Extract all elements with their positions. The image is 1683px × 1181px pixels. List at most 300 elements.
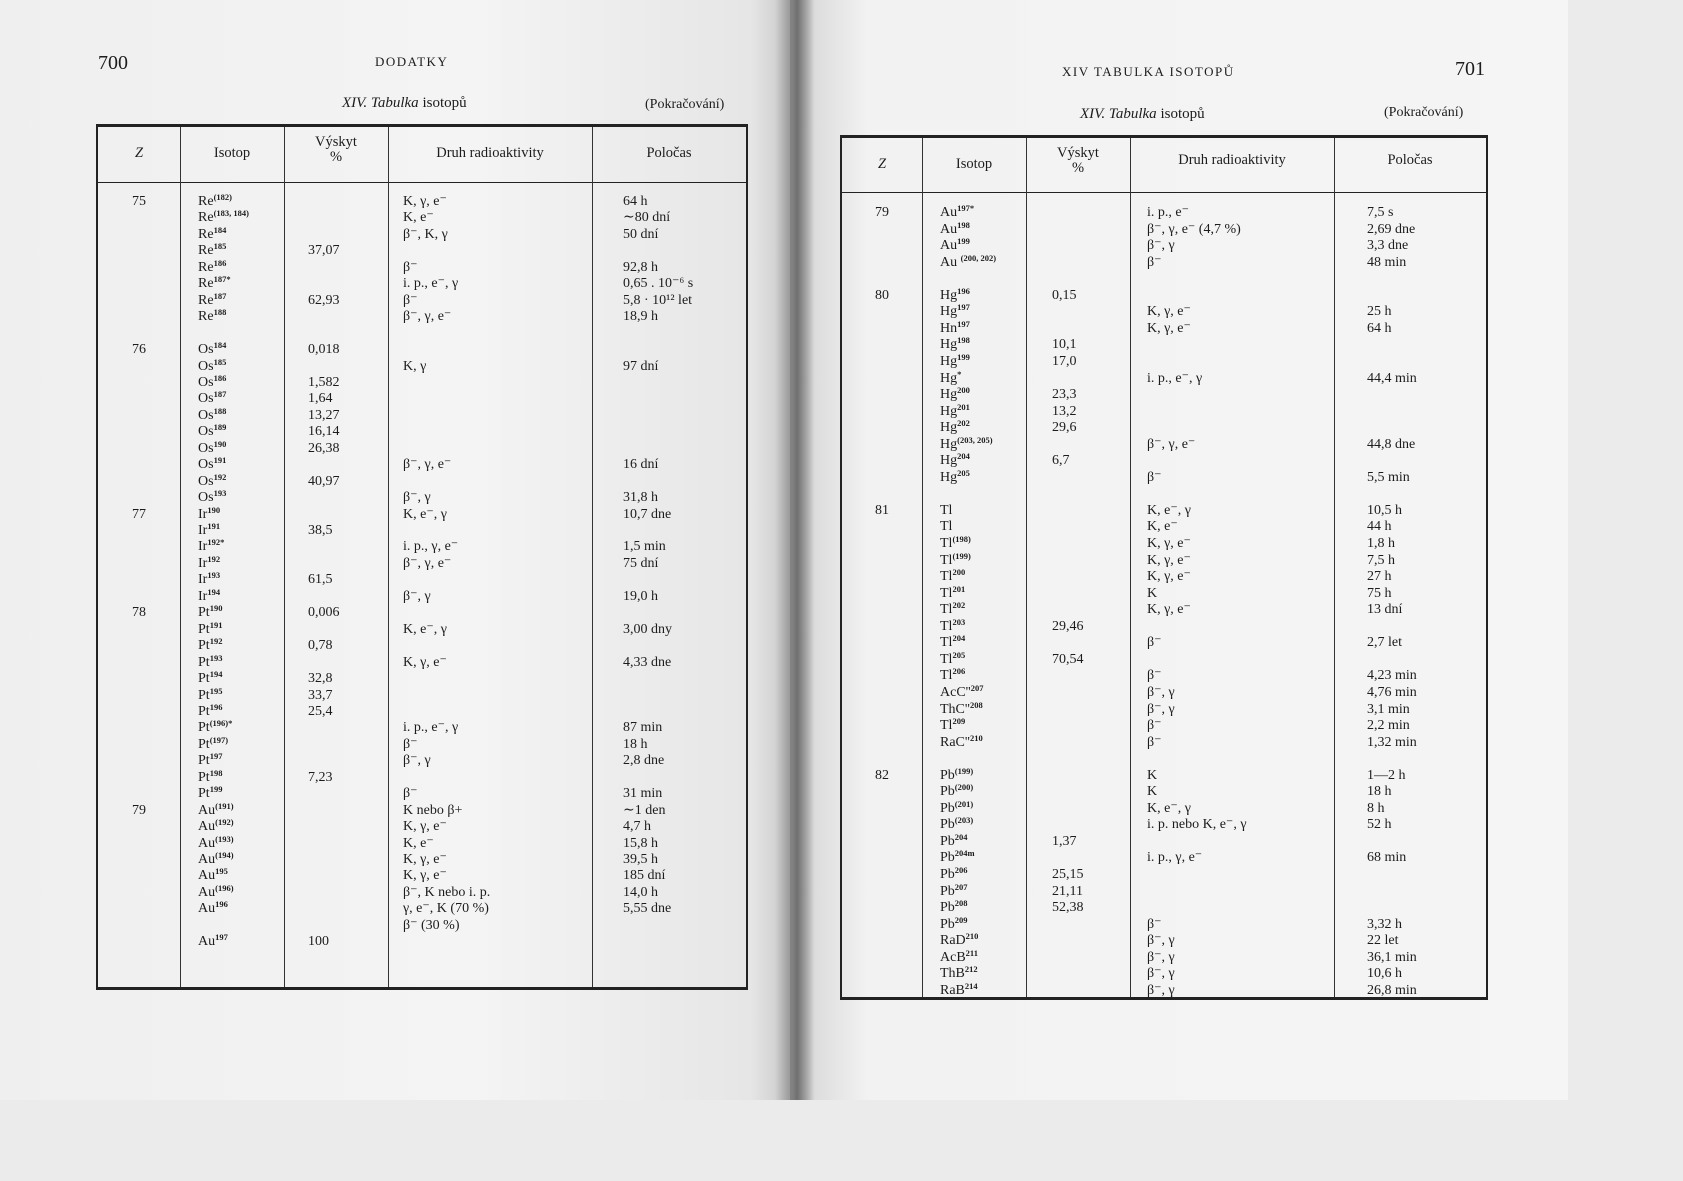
isotope-symbol: Tl xyxy=(940,585,953,601)
isotope-symbol: Pt xyxy=(198,720,210,736)
cell-polocas: 0,65 . 10⁻⁶ s xyxy=(623,276,694,292)
table-row xyxy=(842,932,1486,949)
isotope-symbol: Pb xyxy=(940,883,955,899)
page-number: 701 xyxy=(1455,58,1485,80)
table-row xyxy=(98,933,746,950)
mass-number: 197 xyxy=(215,932,228,943)
cell-isotop xyxy=(198,390,226,407)
mass-number: 199 xyxy=(209,784,223,795)
mass-number: 189 xyxy=(213,422,227,433)
cell-druh: β⁻ (30 %) xyxy=(403,917,460,933)
header-vyskyt-label: Výskyt xyxy=(1057,145,1099,161)
table-row xyxy=(842,750,1486,767)
mass-number: 200 xyxy=(952,567,966,578)
isotope-symbol: Hg xyxy=(940,420,958,436)
cell-vyskyt: 17,0 xyxy=(1052,353,1077,369)
cell-druh: K xyxy=(1147,784,1158,800)
cell-vyskyt: 61,5 xyxy=(308,572,333,588)
table-row xyxy=(98,555,746,572)
isotope-table xyxy=(840,135,1488,1000)
isotope-symbol: Au xyxy=(198,884,216,900)
cell-vyskyt: 26,38 xyxy=(308,440,340,456)
cell-polocas: 2,2 min xyxy=(1367,718,1410,734)
mass-number: 197 xyxy=(209,751,223,762)
cell-isotop xyxy=(198,835,234,852)
mass-number: (203, 205) xyxy=(957,434,993,445)
isotope-symbol: ThB xyxy=(940,966,965,982)
cell-druh: i. p., e⁻ xyxy=(1147,205,1189,220)
cell-polocas: 52 h xyxy=(1367,817,1392,833)
mass-number: (197) xyxy=(209,734,229,745)
isotope-symbol: Au xyxy=(940,205,958,220)
isotope-symbol: Os xyxy=(198,391,214,407)
mass-number: (191) xyxy=(215,800,234,811)
cell-isotop xyxy=(198,588,220,605)
mass-number: (193) xyxy=(215,833,234,844)
cell-polocas: 44,4 min xyxy=(1367,370,1417,386)
mass-number: (199) xyxy=(954,765,974,776)
mass-number: (203) xyxy=(954,815,974,826)
cell-vyskyt: 7,23 xyxy=(308,769,333,785)
cell-vyskyt: 40,97 xyxy=(308,473,340,489)
isotope-symbol: Ir xyxy=(198,523,208,538)
cell-isotop xyxy=(198,308,226,325)
cell-polocas: 2,8 dne xyxy=(623,753,665,769)
cell-polocas: 4,7 h xyxy=(623,819,651,835)
mass-number: 191 xyxy=(207,521,221,531)
mass-number: 192 xyxy=(213,471,227,482)
cell-vyskyt: 1,64 xyxy=(308,391,333,407)
table-row xyxy=(842,800,1486,817)
cell-druh: β⁻ xyxy=(1147,254,1162,270)
mass-number: 191 xyxy=(213,455,227,466)
cell-druh: K, e⁻ xyxy=(1147,519,1178,535)
cell-isotop xyxy=(940,734,983,751)
cell-isotop xyxy=(198,571,220,588)
cell-isotop xyxy=(940,502,952,519)
cell-druh: β⁻, γ, e⁻ xyxy=(403,309,452,325)
table-row xyxy=(842,518,1486,535)
mass-number: 206 xyxy=(952,666,966,677)
isotope-symbol: Tl xyxy=(940,502,953,518)
cell-isotop xyxy=(198,670,222,687)
cell-polocas: 75 dní xyxy=(623,555,659,571)
table-row xyxy=(98,637,746,654)
right-page xyxy=(790,0,1568,1100)
cell-polocas: 27 h xyxy=(1367,569,1392,585)
isotope-symbol: Au xyxy=(198,901,216,917)
table-row xyxy=(98,769,746,786)
cell-druh: β⁻, γ xyxy=(1147,949,1175,965)
cell-polocas: 185 dní xyxy=(623,868,666,884)
cell-vyskyt: 29,46 xyxy=(1052,618,1084,634)
table-row xyxy=(98,242,746,259)
cell-z: 76 xyxy=(132,342,146,358)
isotope-symbol: Pt xyxy=(198,736,210,752)
cell-isotop xyxy=(940,916,968,933)
table-row xyxy=(842,883,1486,900)
cell-isotop xyxy=(940,965,978,982)
table-row xyxy=(842,336,1486,353)
cell-druh: K, γ, e⁻ xyxy=(403,868,447,884)
cell-druh: β⁻, γ, e⁻ (4,7 %) xyxy=(1147,221,1241,237)
cell-druh: β⁻, γ xyxy=(1147,982,1175,998)
cell-isotop xyxy=(198,440,226,457)
cell-isotop xyxy=(198,209,249,226)
table-row xyxy=(842,386,1486,403)
cell-druh: K nebo β+ xyxy=(403,802,463,818)
cell-isotop xyxy=(940,518,952,535)
table-row xyxy=(98,654,746,671)
table-row xyxy=(98,900,746,917)
header-z: Z xyxy=(134,145,144,161)
cell-druh: K, e⁻, γ xyxy=(1147,502,1191,518)
isotope-symbol: Os xyxy=(198,473,214,489)
mass-number: 194 xyxy=(207,586,221,597)
cell-vyskyt: 21,11 xyxy=(1052,883,1083,899)
mass-number: (183, 184) xyxy=(213,208,249,219)
cell-isotop xyxy=(940,568,965,585)
mass-number: 206 xyxy=(954,865,968,875)
isotope-symbol: Tl xyxy=(940,569,953,585)
mass-number: (200, 202) xyxy=(960,252,997,263)
cell-z: 77 xyxy=(132,506,146,522)
mass-number: (192) xyxy=(215,817,234,828)
cell-isotop xyxy=(940,667,965,684)
running-head: XIV TABULKA ISOTOPŮ xyxy=(1062,64,1235,79)
cell-isotop xyxy=(940,386,970,403)
table-row xyxy=(842,303,1486,320)
cell-isotop xyxy=(198,818,234,835)
mass-number: (200) xyxy=(954,782,974,793)
table-row xyxy=(842,965,1486,982)
isotope-symbol: Hg xyxy=(940,469,958,485)
isotope-symbol: ThC'' xyxy=(940,701,970,717)
mass-number: 198 xyxy=(209,767,223,778)
cell-z: 82 xyxy=(875,767,889,783)
cell-isotop xyxy=(940,899,968,916)
cell-polocas: 25 h xyxy=(1367,304,1392,320)
cell-druh: β⁻ xyxy=(403,786,418,802)
table-row xyxy=(98,275,746,292)
cell-polocas: 31,8 h xyxy=(623,490,658,506)
cell-vyskyt: 0,15 xyxy=(1052,287,1077,303)
cell-polocas: 14,0 h xyxy=(623,884,658,900)
isotope-symbol: AcC'' xyxy=(940,684,971,700)
table-row xyxy=(98,473,746,490)
mass-number: 204 xyxy=(952,633,966,644)
cell-polocas: 1—2 h xyxy=(1367,767,1406,783)
cell-isotop xyxy=(940,237,970,254)
table-row xyxy=(842,734,1486,751)
table-row xyxy=(842,585,1486,602)
table-row xyxy=(98,407,746,424)
cell-vyskyt: 23,3 xyxy=(1052,387,1077,403)
table-row xyxy=(842,899,1486,916)
isotope-symbol: Pb xyxy=(940,916,955,932)
cell-druh: i. p., e⁻, γ xyxy=(1147,370,1203,386)
mass-number: 201 xyxy=(952,583,966,594)
cell-druh: i. p., γ, e⁻ xyxy=(1147,850,1203,866)
table-row xyxy=(98,867,746,884)
cell-isotop xyxy=(198,900,228,917)
table-row xyxy=(842,237,1486,254)
mass-number: 193 xyxy=(213,488,227,499)
mass-number: 200 xyxy=(957,385,970,396)
table-row xyxy=(842,485,1486,502)
mass-number: 210 xyxy=(965,931,979,942)
isotope-symbol: Os xyxy=(198,407,214,423)
cell-druh: i. p., e⁻, γ xyxy=(403,720,459,736)
cell-z: 79 xyxy=(132,802,146,818)
isotope-symbol: Ir xyxy=(198,588,208,604)
isotope-symbol: Au xyxy=(940,221,958,237)
table-row xyxy=(98,818,746,835)
isotope-symbol: Au xyxy=(198,868,216,884)
isotope-symbol: Au xyxy=(940,254,961,270)
table-row xyxy=(842,849,1486,866)
cell-druh: β⁻ xyxy=(403,736,418,752)
isotope-table xyxy=(96,124,748,990)
table-row xyxy=(842,254,1486,271)
cell-vyskyt: 13,2 xyxy=(1052,403,1077,419)
table-row xyxy=(842,767,1486,784)
cell-polocas: 15,8 h xyxy=(623,835,658,851)
mass-number: 184 xyxy=(213,224,227,235)
mass-number: 185 xyxy=(213,241,227,252)
cell-isotop xyxy=(198,719,232,736)
table-row xyxy=(98,489,746,506)
table-row xyxy=(98,522,746,539)
cell-druh: K, γ, e⁻ xyxy=(403,819,447,835)
table-row xyxy=(98,621,746,638)
table-row xyxy=(98,193,746,210)
isotope-symbol: Pt xyxy=(198,605,210,621)
cell-polocas: 5,55 dne xyxy=(623,901,672,917)
cell-druh: β⁻, γ xyxy=(403,753,431,769)
isotope-symbol: Re xyxy=(198,309,214,325)
mass-number: 210 xyxy=(969,732,983,743)
cell-druh: K, γ, e⁻ xyxy=(403,852,447,867)
isotope-symbol: Pb xyxy=(940,867,955,882)
header-polocas: Poločas xyxy=(646,145,692,161)
table-row xyxy=(98,588,746,605)
caption-italic: Tabulka xyxy=(370,95,419,111)
mass-number: 214 xyxy=(964,980,978,991)
isotope-symbol: Hg xyxy=(940,304,958,320)
table-row xyxy=(842,982,1486,999)
table-row xyxy=(842,601,1486,618)
cell-druh: K xyxy=(1147,767,1158,783)
cell-polocas: 18 h xyxy=(1367,784,1392,800)
isotope-symbol: Tl xyxy=(940,635,953,651)
isotope-symbol: Os xyxy=(198,342,214,358)
mass-number: 195 xyxy=(209,685,223,696)
cell-isotop xyxy=(940,452,970,469)
table-row xyxy=(98,703,746,720)
cell-vyskyt: 70,54 xyxy=(1052,651,1084,667)
header-druh: Druh radioaktivity xyxy=(1178,152,1286,168)
cell-isotop xyxy=(940,767,973,784)
cell-vyskyt: 6,7 xyxy=(1052,453,1070,469)
cell-druh: β⁻, γ xyxy=(1147,701,1175,717)
cell-polocas: ∼80 dní xyxy=(623,210,671,226)
caption-label: XIV. xyxy=(342,95,368,111)
table-row xyxy=(98,687,746,704)
cell-isotop xyxy=(940,816,973,833)
cell-druh: β⁻, γ xyxy=(1147,933,1175,949)
cell-isotop xyxy=(198,522,220,539)
mass-number: * xyxy=(957,368,962,379)
isotope-symbol: Tl xyxy=(940,536,953,551)
cell-isotop xyxy=(198,473,226,490)
isotope-symbol: Tl xyxy=(940,552,953,568)
cell-z: 81 xyxy=(875,502,889,518)
cell-polocas: 75 h xyxy=(1367,585,1392,601)
table-row xyxy=(842,221,1486,238)
cell-druh: K, γ, e⁻ xyxy=(1147,552,1191,568)
cell-isotop xyxy=(198,687,222,704)
table-row xyxy=(98,358,746,375)
mass-number: 198 xyxy=(957,219,970,230)
header-vyskyt xyxy=(1026,146,1130,176)
cell-polocas: 31 min xyxy=(623,786,663,802)
isotope-symbol: Pt xyxy=(198,786,210,802)
cell-polocas: 39,5 h xyxy=(623,852,658,867)
continued-label: (Pokračování) xyxy=(645,97,725,112)
mass-number: 207 xyxy=(954,881,968,892)
mass-number: (196)* xyxy=(209,718,233,729)
cell-polocas: 3,3 dne xyxy=(1367,238,1409,254)
cell-druh: K, e⁻, γ xyxy=(1147,800,1191,816)
table-row xyxy=(98,670,746,687)
table-row xyxy=(98,851,746,868)
isotope-symbol: Pt xyxy=(198,654,210,670)
cell-isotop xyxy=(940,204,974,221)
cell-isotop xyxy=(940,221,970,238)
cell-polocas: 3,1 min xyxy=(1367,701,1410,717)
cell-isotop xyxy=(198,555,220,572)
caption-italic: Tabulka xyxy=(1108,106,1157,122)
isotope-symbol: Pb xyxy=(940,850,955,866)
cell-polocas: 2,69 dne xyxy=(1367,221,1416,237)
mass-number: 212 xyxy=(964,964,978,975)
cell-isotop xyxy=(198,341,226,358)
table-row xyxy=(842,949,1486,966)
cell-vyskyt: 62,93 xyxy=(308,292,340,308)
mass-number: 190 xyxy=(213,438,227,449)
cell-isotop xyxy=(198,193,232,210)
table-caption xyxy=(342,95,467,112)
cell-isotop xyxy=(940,618,965,635)
mass-number: 188 xyxy=(213,405,227,416)
cell-isotop xyxy=(940,585,965,602)
cell-isotop xyxy=(940,370,961,387)
isotope-symbol: Hg xyxy=(940,436,958,452)
cell-druh: K xyxy=(1147,585,1158,601)
cell-polocas: 4,23 min xyxy=(1367,668,1417,684)
table-row xyxy=(842,502,1486,519)
cell-vyskyt: 1,582 xyxy=(308,374,340,390)
cell-vyskyt: 32,8 xyxy=(308,671,333,687)
cell-isotop xyxy=(198,884,234,901)
cell-polocas: 18 h xyxy=(623,736,648,752)
table-row xyxy=(98,506,746,523)
isotope-symbol: Re xyxy=(198,210,214,226)
cell-polocas: 26,8 min xyxy=(1367,982,1417,998)
cell-isotop xyxy=(198,867,228,884)
mass-number: 194 xyxy=(209,669,223,680)
table-row xyxy=(98,604,746,621)
table-row xyxy=(98,308,746,325)
cell-druh: K, γ xyxy=(403,358,427,374)
cell-polocas: 10,6 h xyxy=(1367,966,1402,982)
isotope-symbol: Hg xyxy=(940,387,958,403)
cell-isotop xyxy=(198,851,234,868)
isotope-symbol: Au xyxy=(198,835,216,851)
cell-isotop xyxy=(940,419,970,436)
header-isotop: Isotop xyxy=(955,156,993,172)
isotope-symbol: Pt xyxy=(198,638,210,654)
cell-isotop xyxy=(940,353,970,370)
cell-isotop xyxy=(198,933,228,950)
table-row xyxy=(842,287,1486,304)
cell-isotop xyxy=(198,604,222,621)
cell-isotop xyxy=(198,736,228,753)
mass-number: 204m xyxy=(954,848,975,859)
cell-isotop xyxy=(940,701,983,718)
mass-number: 187 xyxy=(213,389,227,400)
cell-druh: β⁻ xyxy=(1147,718,1162,734)
cell-isotop xyxy=(198,621,222,638)
cell-isotop xyxy=(940,949,978,966)
cell-isotop xyxy=(940,866,968,883)
cell-druh: K, e⁻, γ xyxy=(403,506,447,522)
table-row xyxy=(842,717,1486,734)
cell-vyskyt: 25,15 xyxy=(1052,867,1084,882)
cell-polocas: 8 h xyxy=(1367,800,1385,816)
cell-isotop xyxy=(940,883,968,900)
mass-number: 185 xyxy=(213,356,227,367)
table-row xyxy=(98,884,746,901)
mass-number: 204 xyxy=(957,451,970,462)
cell-polocas: 16 dní xyxy=(623,457,659,473)
table-row xyxy=(842,833,1486,850)
table-row xyxy=(842,403,1486,420)
isotope-symbol: Pt xyxy=(198,671,210,687)
mass-number: 199 xyxy=(957,351,970,362)
cell-druh: K, e⁻ xyxy=(403,835,434,851)
cell-polocas: 3,00 dny xyxy=(623,621,672,637)
isotope-symbol: Ir xyxy=(198,572,208,588)
isotope-symbol: Tl xyxy=(940,519,953,535)
table-row xyxy=(842,667,1486,684)
cell-polocas: 50 dní xyxy=(623,226,659,242)
cell-isotop xyxy=(198,802,234,819)
cell-isotop xyxy=(940,717,965,734)
cell-druh: β⁻, K nebo i. p. xyxy=(403,884,491,900)
header-druh: Druh radioaktivity xyxy=(436,145,544,161)
mass-number: 198 xyxy=(957,335,970,346)
cell-isotop xyxy=(940,783,973,800)
isotope-symbol: Os xyxy=(198,440,214,456)
isotope-symbol: Pb xyxy=(940,833,955,849)
isotope-symbol: Tl xyxy=(940,718,953,734)
table-header xyxy=(98,127,746,183)
mass-number: 195 xyxy=(215,866,228,877)
cell-polocas: 1,32 min xyxy=(1367,734,1417,750)
mass-number: (199) xyxy=(952,550,971,561)
